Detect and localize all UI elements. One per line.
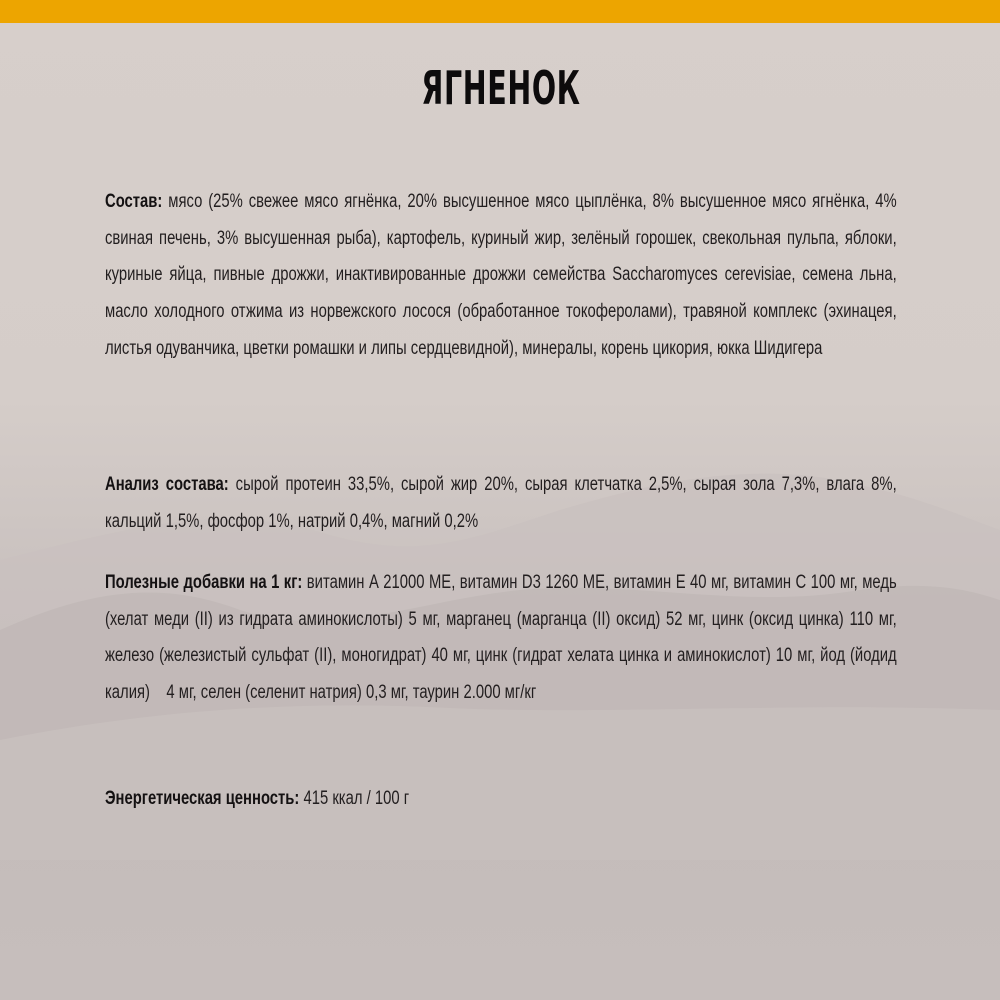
top-accent-bar bbox=[0, 0, 1000, 23]
additives-label: Полезные добавки на 1 кг: bbox=[105, 572, 303, 593]
energy-text: 415 ккал / 100 г bbox=[299, 788, 410, 809]
additives-text: витамин А 21000 МЕ, витамин D3 1260 МЕ, витамин Е 40 мг, витамин С 100 мг, медь (хелат меди (II) из гидрата аминокислоты) 5 мг, марганец (марганца (II) оксид) 52 мг, цинк (оксид цинка) 110 мг, железо (железистый сульфат (II), моногидрат) 40 мг, цинк (гидрат хелата цинка и аминокислот) 10 мг, йод (йодид калия) 4 мг, селен (селенит натрия) 0,3 мг, таурин 2.000 мг/кг bbox=[105, 572, 901, 704]
analysis-text: сырой протеин 33,5%, сырой жир 20%, сырая клетчатка 2,5%, сырая зола 7,3%, влага 8%, кальций 1,5%, фосфор 1%, натрий 0,4%, магний 0,2% bbox=[105, 474, 897, 532]
energy-label: Энергетическая ценность: bbox=[105, 788, 300, 809]
analysis-section bbox=[105, 467, 897, 540]
composition-text: мясо (25% свежее мясо ягнёнка, 20% высушенное мясо цыплёнка, 8% высушенное мясо ягнёнка, 4% свиная печень, 3% высушенная рыба), картофель, куриный жир, зелёный горошек, свекольная пульпа, яблоки, куриные яйца, пивные дрожжи, инактивированные дрожжи семейства Saccharomyces cerevisiae, семена льна, масло холодного отжима из норвежского лосося (обработанное токоферолами), травяной комплекс (эхинацея, листья одуванчика, цветки ромашки и липы сердцевидной), минералы, корень цикория, юкка Шидигера bbox=[105, 191, 897, 359]
composition-section bbox=[105, 184, 897, 368]
energy-section bbox=[105, 781, 897, 818]
composition-label: Состав: bbox=[105, 191, 163, 212]
analysis-label: Анализ состава: bbox=[105, 474, 229, 495]
additives-section bbox=[105, 565, 901, 712]
product-title: ЯГНЕНОК bbox=[421, 61, 581, 115]
